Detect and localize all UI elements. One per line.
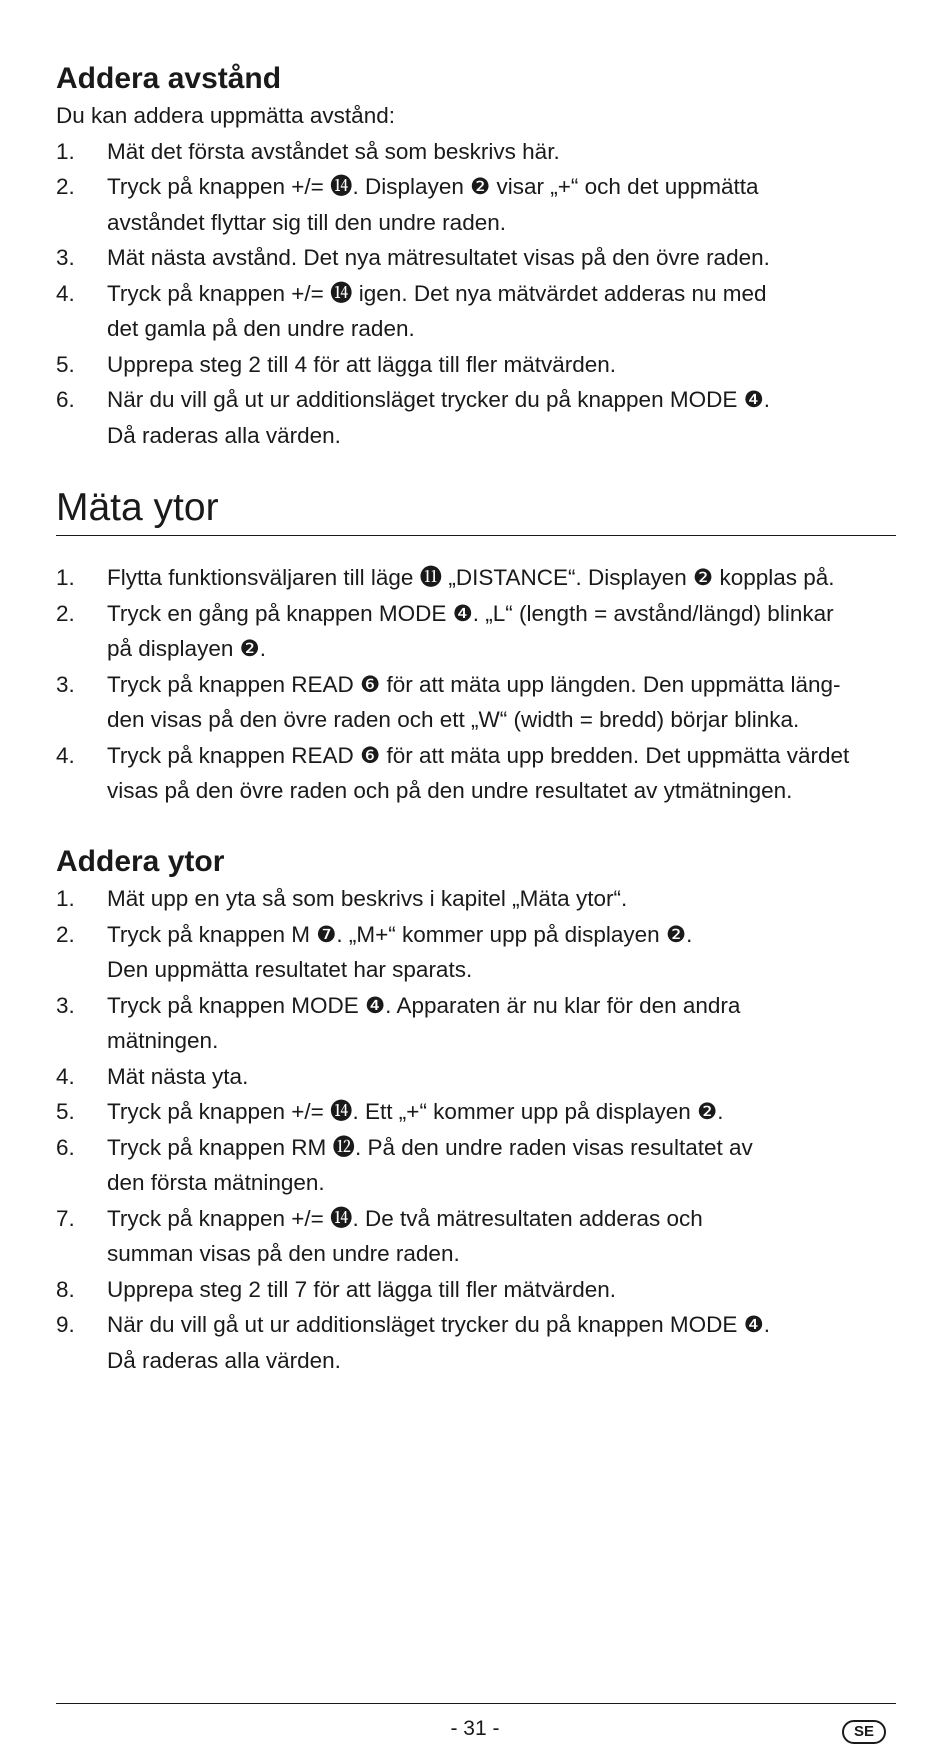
language-badge: SE [842, 1720, 886, 1744]
step-text: Tryck på knappen +/= ⓮. Ett „+“ kommer upp på displayen ❷. [107, 1099, 724, 1124]
step-text: Flytta funktionsväljaren till läge ⓫ „DISTANCE“. Displayen ❷ kopplas på. [107, 565, 835, 590]
step-text: När du vill gå ut ur additionsläget trycker du på knappen MODE ❹. Då raderas alla värden. [107, 387, 771, 448]
page-number: - 31 - [450, 1717, 500, 1740]
step-text: Tryck på knappen READ ❻ för att mäta upp längden. Den uppmätta läng- den visas på den övre raden och ett „W“ (width = bredd) börjar blinka. [107, 671, 841, 732]
step-item [56, 240, 896, 276]
section-add-distance [56, 60, 896, 453]
step-text: Tryck på knappen +/= ⓮. De två mätresultaten adderas och summan visas på den undre raden. [107, 1205, 703, 1266]
step-text: Mät det första avståndet så som beskrivs här. [107, 138, 560, 164]
step-item [56, 1059, 896, 1095]
step-number: 5. [56, 1099, 75, 1124]
step-text: Tryck på knappen M ❼. „M+“ kommer upp på displayen ❷. Den uppmätta resultatet har sparats. [107, 921, 693, 982]
step-item [56, 738, 896, 809]
step-list [56, 881, 896, 1378]
step-text: Tryck på knappen +/= ⓮. Displayen ❷ visar „+“ och det uppmätta avståndet flyttar sig till den undre raden. [107, 174, 759, 235]
step-number: 5. [56, 351, 75, 377]
step-item [56, 560, 896, 596]
step-number: 3. [56, 671, 75, 697]
step-item [56, 1307, 896, 1378]
step-item [56, 917, 896, 988]
step-number: 3. [56, 992, 75, 1018]
step-number: 6. [56, 387, 75, 412]
step-item [56, 1201, 896, 1272]
step-item [56, 382, 896, 453]
step-list [56, 560, 896, 809]
section-intro: Du kan addera uppmätta avstånd: [56, 103, 395, 128]
step-item [56, 276, 896, 347]
step-number: 1. [56, 565, 75, 590]
step-number: 1. [56, 138, 75, 164]
step-item [56, 169, 896, 240]
step-text: Tryck på knappen MODE ❹. Apparaten är nu klar för den andra mätningen. [107, 992, 741, 1053]
section-title: Mäta ytor [56, 486, 219, 529]
step-item [56, 347, 896, 383]
section-measure-area [56, 484, 896, 809]
step-text: Tryck på knappen RM ⓬. På den undre raden visas resultatet av den första mätningen. [107, 1134, 753, 1195]
step-number: 2. [56, 600, 75, 626]
step-text: Tryck på knappen READ ❻ för att mäta upp bredden. Det uppmätta värdet visas på den övre raden och på den undre resultatet av ytmätningen. [107, 742, 850, 803]
section-heading: Addera avstånd [56, 62, 282, 95]
step-item [56, 134, 896, 170]
step-text: Upprepa steg 2 till 7 för att lägga till fler mätvärden. [107, 1276, 617, 1302]
step-text: Mät upp en yta så som beskrivs i kapitel „Mäta ytor“. [107, 886, 628, 911]
heading-rule [56, 535, 896, 536]
step-text: När du vill gå ut ur additionsläget trycker du på knappen MODE ❹. Då raderas alla värden. [107, 1312, 771, 1373]
step-text: Mät nästa avstånd. Det nya mätresultatet visas på den övre raden. [107, 245, 770, 270]
step-text: Mät nästa yta. [107, 1063, 249, 1089]
step-list [56, 134, 896, 454]
step-text: Tryck en gång på knappen MODE ❹. „L“ (length = avstånd/längd) blinkar på displayen ❷. [107, 600, 834, 661]
section-heading: Addera ytor [56, 845, 225, 878]
step-number: 6. [56, 1134, 75, 1160]
step-number: 7. [56, 1205, 75, 1231]
step-number: 9. [56, 1312, 75, 1337]
step-text: Upprepa steg 2 till 4 för att lägga till fler mätvärden. [107, 351, 617, 377]
step-item [56, 988, 896, 1059]
step-number: 4. [56, 280, 75, 306]
step-item [56, 1130, 896, 1201]
step-number: 2. [56, 921, 75, 947]
footer-rule [56, 1703, 896, 1704]
step-number: 4. [56, 742, 75, 768]
step-item [56, 596, 896, 667]
step-item [56, 667, 896, 738]
step-number: 4. [56, 1063, 75, 1089]
step-number: 2. [56, 174, 75, 199]
step-number: 1. [56, 886, 75, 911]
step-item [56, 1272, 896, 1308]
step-item [56, 881, 896, 917]
step-number: 3. [56, 245, 75, 270]
section-add-area [56, 843, 896, 1378]
step-number: 8. [56, 1276, 75, 1302]
step-text: Tryck på knappen +/= ⓮ igen. Det nya mätvärdet adderas nu med det gamla på den undre raden. [107, 280, 767, 341]
step-item [56, 1094, 896, 1130]
